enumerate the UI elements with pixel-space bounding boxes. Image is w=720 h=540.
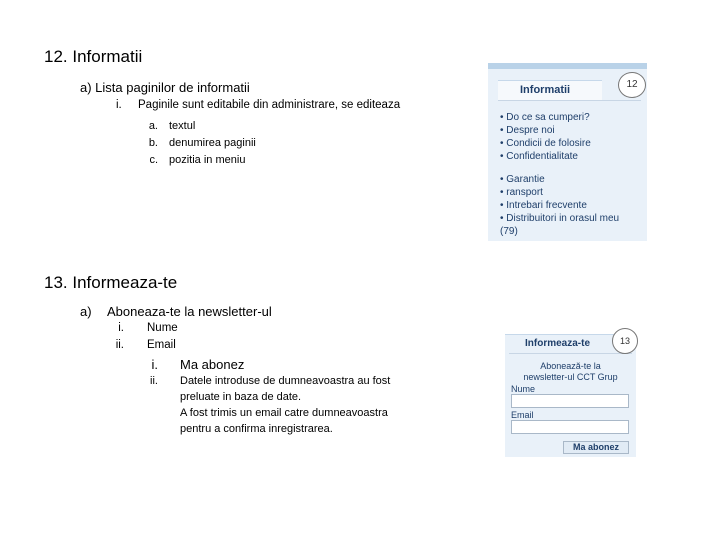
confirmation-text-line-4: pentru a confirma inregistrarea. [180, 423, 333, 435]
list-item-number: i. [151, 357, 158, 372]
section-12-subheading: a) Lista paginilor de informatii [80, 80, 250, 95]
list-item-number: i. [118, 322, 124, 334]
divider [509, 353, 632, 354]
field-name-label: Nume [147, 322, 178, 334]
link-despre-noi[interactable]: • Despre noi [500, 125, 555, 136]
distribuitori-count: (79) [500, 226, 518, 237]
informatii-widget [488, 63, 647, 241]
informeaza-te-widget [505, 334, 636, 457]
callout-badge-12: 12 [618, 72, 646, 98]
section-12-item-i-text: Paginile sunt editabile din administrare, se editeaza [138, 99, 401, 111]
newsletter-intro [505, 361, 636, 383]
name-input[interactable] [511, 394, 629, 408]
list-item: pozitia in meniu [169, 154, 246, 166]
email-label: Email [511, 410, 534, 420]
subscribe-action-text: Ma abonez [180, 357, 245, 372]
email-input[interactable] [511, 420, 629, 434]
list-item-number: a. [148, 120, 158, 132]
confirmation-text-line-1: Datele introduse de dumneavoastra au fost [180, 375, 391, 387]
informatii-widget-tab [498, 80, 602, 101]
list-item: textul [169, 120, 196, 132]
subscribe-button[interactable]: Ma abonez [563, 441, 629, 454]
confirmation-text-line-2: preluate in baza de date. [180, 391, 302, 403]
newsletter-intro-line-1: Abonează-te la [540, 361, 601, 371]
informeaza-te-widget-title: Informeaza-te [525, 338, 591, 349]
informatii-links-group-2 [500, 173, 619, 238]
divider [498, 100, 641, 101]
section-13-title: 13. Informeaza-te [44, 273, 178, 292]
link-garantie[interactable]: • Garantie [500, 174, 545, 185]
list-item: denumirea paginii [169, 137, 256, 149]
link-cum-cumperi[interactable]: • Do ce sa cumperi? [500, 112, 590, 123]
list-item-number: b. [148, 137, 158, 149]
confirmation-text-line-3: A fost trimis un email catre dumneavoastra [180, 407, 388, 419]
section-12-title: 12. Informatii [44, 47, 143, 66]
list-item-number: ii. [115, 339, 124, 351]
section-12-item-i-number: i. [116, 99, 122, 111]
newsletter-intro-line-2: newsletter-ul CCT Grup [523, 372, 618, 382]
callout-badge-13: 13 [612, 328, 638, 354]
section-13-subheading-number: a) [80, 304, 92, 319]
list-item-number: ii. [150, 375, 158, 387]
informatii-links-group-1 [500, 111, 591, 163]
link-intrebari-frecvente[interactable]: • Intrebari frecvente [500, 200, 587, 211]
link-transport[interactable]: • ransport [500, 187, 543, 198]
section-13-subheading: Aboneaza-te la newsletter-ul [107, 304, 272, 319]
link-distribuitori[interactable]: • Distribuitori in orasul meu [500, 213, 620, 224]
field-email-label: Email [147, 339, 176, 351]
informatii-widget-title: Informatii [520, 84, 571, 96]
link-confidentialitate[interactable]: • Confidentialitate [500, 151, 578, 162]
link-conditii-folosire[interactable]: • Condicii de folosire [500, 138, 591, 149]
list-item-number: c. [149, 154, 158, 166]
name-label: Nume [511, 384, 536, 394]
